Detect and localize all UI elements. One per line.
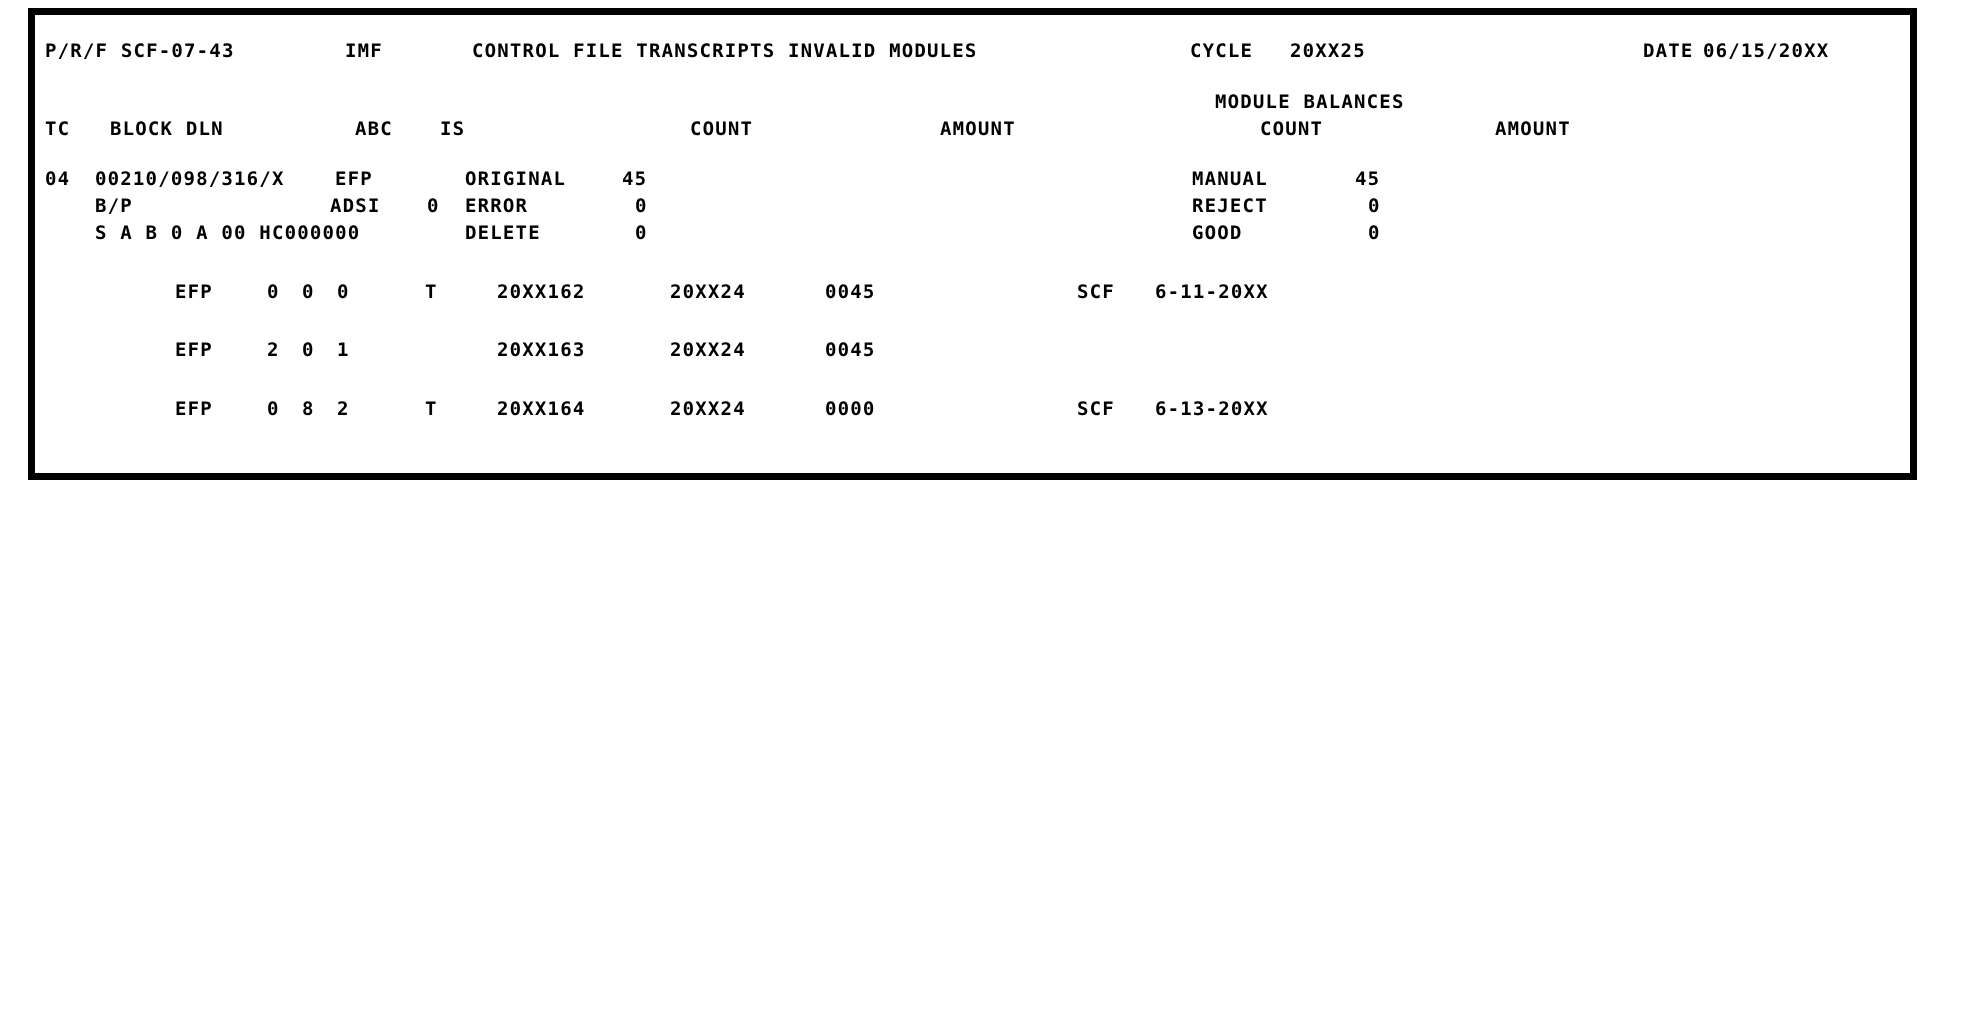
column-header-block-dln: BLOCK DLN: [110, 118, 224, 140]
detail-period: 20XX24: [670, 398, 746, 420]
detail-count: 0045: [825, 281, 876, 303]
balance-label-manual: MANUAL: [1192, 168, 1268, 190]
date-value: 06/15/20XX: [1703, 40, 1830, 62]
module-abc-primary: EFP: [335, 168, 373, 190]
module-balances-header: MODULE BALANCES: [1215, 91, 1405, 113]
detail-abc: EFP: [175, 281, 213, 303]
count-value-error: 0: [635, 195, 648, 217]
form-id: P/R/F SCF-07-43: [45, 40, 235, 62]
count-value-original: 45: [622, 168, 648, 190]
detail-d2: 0: [302, 281, 315, 303]
module-is-value: 0: [427, 195, 440, 217]
module-dln: 00210/098/316/X: [95, 168, 285, 190]
count-label-error: ERROR: [465, 195, 529, 217]
balance-label-good: GOOD: [1192, 222, 1243, 244]
detail-d3: 0: [337, 281, 350, 303]
detail-date: 6-13-20XX: [1155, 398, 1269, 420]
detail-d2: 8: [302, 398, 315, 420]
column-header-is: IS: [440, 118, 466, 140]
column-header-tc: TC: [45, 118, 71, 140]
report-title: CONTROL FILE TRANSCRIPTS INVALID MODULES: [472, 40, 978, 62]
detail-d1: 2: [267, 339, 280, 361]
column-header-count: COUNT: [690, 118, 754, 140]
count-value-delete: 0: [635, 222, 648, 244]
detail-date: 6-11-20XX: [1155, 281, 1269, 303]
column-header-amount: AMOUNT: [940, 118, 1016, 140]
detail-source: SCF: [1077, 281, 1115, 303]
date-label: DATE: [1643, 40, 1694, 62]
detail-period: 20XX24: [670, 339, 746, 361]
balance-value-good: 0: [1368, 222, 1381, 244]
module-status-line: S A B 0 A 00 HC000000: [95, 222, 361, 244]
column-header-module-count: COUNT: [1260, 118, 1324, 140]
detail-d1: 0: [267, 281, 280, 303]
detail-period: 20XX24: [670, 281, 746, 303]
detail-d3: 2: [337, 398, 350, 420]
detail-source: SCF: [1077, 398, 1115, 420]
detail-d1: 0: [267, 398, 280, 420]
detail-count: 0000: [825, 398, 876, 420]
detail-flag: T: [425, 398, 438, 420]
detail-cycle: 20XX164: [497, 398, 586, 420]
cycle-label: CYCLE: [1190, 40, 1254, 62]
balance-value-reject: 0: [1368, 195, 1381, 217]
cycle-value: 20XX25: [1290, 40, 1366, 62]
balance-label-reject: REJECT: [1192, 195, 1268, 217]
module-bp: B/P: [95, 195, 133, 217]
detail-cycle: 20XX162: [497, 281, 586, 303]
detail-abc: EFP: [175, 339, 213, 361]
balance-value-manual: 45: [1355, 168, 1381, 190]
system-label: IMF: [345, 40, 383, 62]
detail-cycle: 20XX163: [497, 339, 586, 361]
report-frame: [28, 8, 1917, 480]
detail-d3: 1: [337, 339, 350, 361]
detail-count: 0045: [825, 339, 876, 361]
count-label-delete: DELETE: [465, 222, 541, 244]
detail-abc: EFP: [175, 398, 213, 420]
column-header-module-amount: AMOUNT: [1495, 118, 1571, 140]
module-abc-secondary: ADSI: [330, 195, 381, 217]
detail-flag: T: [425, 281, 438, 303]
report-sheet: [35, 15, 1910, 473]
detail-d2: 0: [302, 339, 315, 361]
count-label-original: ORIGINAL: [465, 168, 567, 190]
column-header-abc: ABC: [355, 118, 393, 140]
module-tc: 04: [45, 168, 71, 190]
